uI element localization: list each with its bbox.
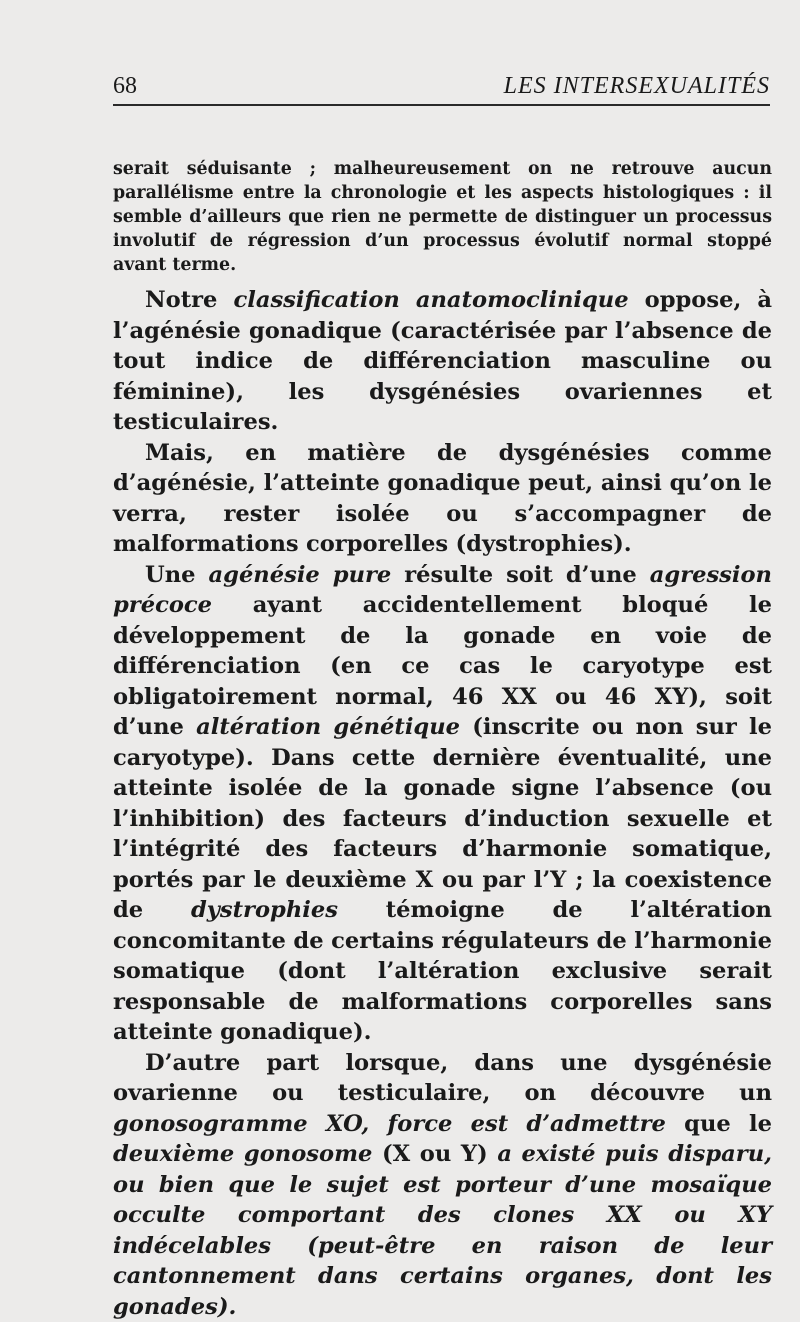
p4-emphasis-f: a existé puis disparu, ou bien que le sujet est porteur d’une mosaïque occulte comportant des clones XX ou XY indécelables (peut-être en raison de leur cantonnement dans certains organes, dont les gonades). [113,1141,772,1320]
p3-text-a: Une [145,562,209,588]
p4-emphasis-d: deuxième gonosome [113,1141,372,1167]
p1-emphasis-b: classification anatomoclinique [233,287,628,313]
paragraph-agenesie [113,560,772,1048]
running-title: LES INTERSEXUALITÉS [504,70,770,102]
p4-text-c: que le [666,1111,772,1137]
p4-emphasis-b: gonosogramme XO, force est d’admettre [113,1111,666,1137]
paragraph-gonosogramme [113,1048,772,1322]
p1-text-c: oppose, à l’agénésie gonadique (caractérisée par l’absence de tout indice de différenciation masculine ou féminine), les dysgénésies ovariennes et testiculaires. [113,287,772,435]
p3-emphasis-d: agression précoce [113,562,772,619]
p3-emphasis-h: dystrophies [191,897,338,923]
paragraph-lead: serait séduisante ; malheureusement on ne retrouve aucun parallélisme entre la chronologie et les aspects histologiques : il semble d’ailleurs que rien ne permette de distinguer un processus involutif de régression d’un processus évolutif normal stoppé avant terme. [113,157,772,277]
p4-text-a: D’autre part lorsque, dans une dysgénésie ovarienne ou testiculaire, on découvre un [113,1050,772,1107]
p3-text-i: témoigne de l’altération concomitante de certains régulateurs de l’harmonie somatique (dont l’altération exclusive serait responsable de malformations corporelles sans atteinte gonadique). [113,897,772,1045]
paragraph-classification [113,285,772,438]
p4-text-e: (X ou Y) [372,1141,497,1167]
p3-text-g: (inscrite ou non sur le caryotype). Dans cette dernière éventualité, une atteinte isolée de la gonade signe l’absence (ou l’inhibition) des facteurs d’induction sexuelle et l’intégrité des facteurs d’harmonie somatique, portés par le deuxième X ou par l’Y ; la coexistence de [113,714,772,923]
paragraph-dysgenesies [113,438,772,560]
p3-emphasis-f: altération génétique [196,714,460,740]
body-text [113,285,772,1322]
p3-emphasis-b: agénésie pure [209,562,392,588]
p3-text-c: résulte soit d’une [391,562,649,588]
header-rule [113,104,770,106]
p1-text-a: Notre [145,287,233,313]
page-number: 68 [113,70,137,102]
p2-text-a: Mais, en matière de dysgénésies comme d’agénésie, l’atteinte gonadique peut, ainsi qu’on le verra, rester isolée ou s’accompagner de malformations corporelles (dystrophies). [113,440,772,558]
p3-text-e: ayant accidentellement bloqué le développement de la gonade en voie de différenciation (en ce cas le caryotype est obligatoirement normal, 46 XX ou 46 XY), soit d’une [113,592,772,740]
